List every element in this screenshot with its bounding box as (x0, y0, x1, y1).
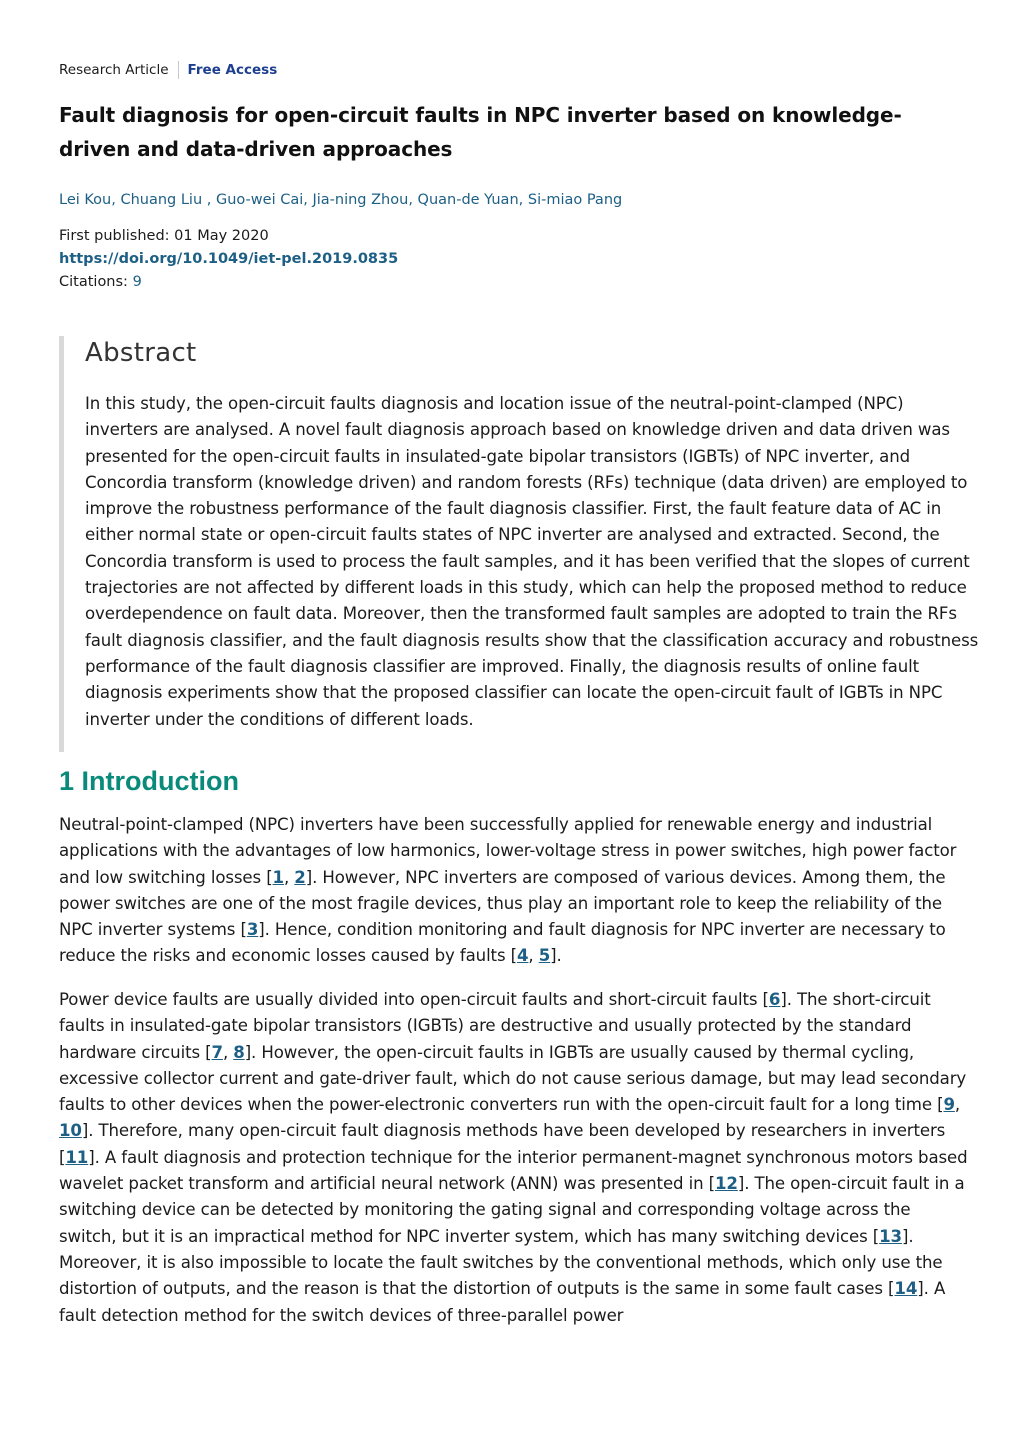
reference-link[interactable]: 3 (246, 920, 259, 940)
paragraph-text: ]. Hence, condition monitoring and fault diagnosis for NPC inverter are necessary to reduce the risks and economic losses caused by faults [ (59, 920, 946, 966)
citations-label: Citations: (59, 274, 128, 290)
abstract-text: In this study, the open-circuit faults diagnosis and location issue of the neutral-point-clamped (NPC) inverters are analysed. A novel fault diagnosis approach based on knowledge driven and data driven was presented for the open-circuit faults in insulated-gate bipolar transistors (IGBTs) of NPC inverter, and Concordia transform (knowledge driven) and random forests (RFs) technique (data driven) are employed to improve the robustness performance of the fault diagnosis classifier. First, the fault feature data of AC in either normal state or open-circuit faults states of NPC inverter are analysed and extracted. Second, the Concordia transform is used to process the fault samples, and it has been verified that the slopes of current trajectories are not affected by different loads in this study, which can help the proposed method to reduce overdependence on fault data. Moreover, then the transformed fault samples are adopted to train the RFs fault diagnosis classifier, and the fault diagnosis results show that the classification accuracy and robustness performance of the fault diagnosis classifier are improved. Finally, the diagnosis results of online fault diagnosis experiments show that the proposed classifier can locate the open-circuit fault of IGBTs in NPC inverter under the conditions of different loads. (85, 394, 979, 729)
paragraph-text: ]. However, the open-circuit faults in IGBTs are usually caused by thermal cycling, excessive collector current and gate-driver fault, which do not cause serious damage, but may lead secondary faults to other devices when the power-electronic converters run with the open-circuit fault for a long time [ (59, 1042, 967, 1115)
first-published-date: 01 May 2020 (174, 228, 269, 244)
paragraph-text: ]. Moreover, it is also impossible to locate the fault switches by the conventional methods, which only use the distortion of outputs, and the reason is that the distortion of outputs is the same in some fault cases [ (59, 1226, 943, 1299)
paragraph-text: ]. The short-circuit faults in insulated-gate bipolar transistors (IGBTs) are destructive and usually protected by the standard hardware circuits [ (59, 990, 931, 1062)
paragraph-text: , (222, 1042, 234, 1062)
paragraph-text: ]. The open-circuit fault in a switching device can be detected by monitoring the gating signal and corresponding voltage across the switch, but it is an impractical method for NPC inverter system, which has many switching devices [ (59, 1174, 965, 1246)
author-link[interactable]: Quan-de Yuan (417, 192, 519, 208)
reference-link[interactable]: 14 (894, 1279, 918, 1299)
first-published-line (59, 225, 398, 248)
paragraph-text: , (283, 867, 295, 887)
article-type: Research Article (59, 62, 169, 78)
article-meta-row (59, 60, 277, 80)
reference-link[interactable]: 8 (233, 1042, 245, 1062)
reference-link[interactable]: 9 (943, 1095, 955, 1115)
author-link[interactable]: Jia-ning Zhou (312, 192, 409, 208)
reference-link[interactable]: 2 (294, 867, 306, 887)
reference-link[interactable]: 1 (272, 867, 284, 887)
paragraph-text: , (954, 1095, 961, 1115)
author-link[interactable]: Si-miao Pang (527, 192, 623, 208)
reference-link[interactable]: 7 (211, 1042, 223, 1062)
paragraph-text: ]. Therefore, many open-circuit fault diagnosis methods have been developed by researchers in inverters [ (59, 1121, 946, 1167)
author-link[interactable]: Guo-wei Cai (215, 192, 304, 208)
intro-paragraph-1 (59, 812, 971, 970)
free-access-badge: Free Access (187, 62, 278, 78)
paragraph-text: Power device faults are usually divided into open-circuit faults and short-circuit faults [ (59, 990, 769, 1009)
paragraph-text: , (528, 946, 539, 966)
author-list: Lei Kou, Chuang Liu , Guo-wei Cai, Jia-ning Zhou, Quan-de Yuan, Si-miao Pang (59, 192, 623, 208)
citations-count-link[interactable]: 9 (132, 274, 142, 290)
introduction-heading: 1 Introduction (59, 766, 239, 796)
reference-link[interactable]: 11 (65, 1147, 89, 1167)
reference-link[interactable]: 6 (768, 990, 781, 1009)
reference-link[interactable]: 10 (59, 1121, 82, 1141)
intro-paragraph-2 (59, 987, 971, 1329)
doi-link[interactable]: https://doi.org/10.1049/iet-pel.2019.0835 (59, 251, 399, 267)
paragraph-text: Neutral-point-clamped (NPC) inverters have been successfully applied for renewable energy and industrial applications with the advantages of low harmonics, lower-voltage stress in power switches, high power factor and low switching losses [ (59, 815, 957, 887)
publication-info (59, 225, 398, 294)
paragraph-text: ]. (550, 946, 562, 966)
reference-link[interactable]: 4 (516, 946, 529, 966)
reference-link[interactable]: 12 (715, 1174, 738, 1194)
paragraph-text: ]. A fault detection method for the switch devices of three-parallel power (59, 1279, 946, 1325)
reference-link[interactable]: 13 (879, 1226, 902, 1246)
reference-link[interactable]: 5 (538, 946, 551, 966)
abstract-heading: Abstract (85, 338, 197, 368)
abstract-section (59, 336, 979, 752)
author-link[interactable]: Lei Kou (59, 192, 112, 208)
author-link[interactable]: Chuang Liu (120, 192, 203, 208)
meta-divider (178, 61, 179, 79)
first-published-label: First published: (59, 228, 170, 244)
article-title: Fault diagnosis for open-circuit faults in NPC inverter based on knowledge-driven and data-driven approaches (59, 103, 902, 161)
paragraph-text: ]. However, NPC inverters are composed of various devices. Among them, the power switches are one of the most fragile devices, thus play an important role to keep the reliability of the NPC inverter systems [ (59, 867, 946, 940)
paragraph-text: ]. A fault diagnosis and protection technique for the interior permanent-magnet synchronous motors based wavelet packet transform and artificial neural network (ANN) was presented in [ (59, 1147, 968, 1194)
citations-line (59, 271, 398, 294)
